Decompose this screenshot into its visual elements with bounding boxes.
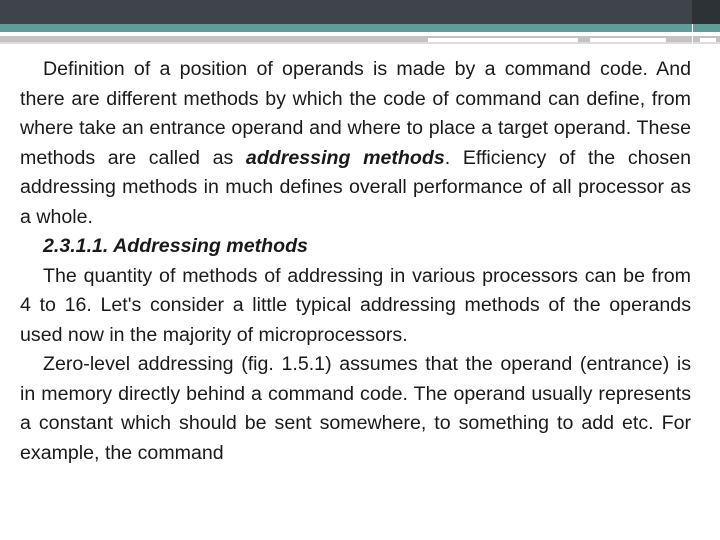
document-body xyxy=(20,55,691,468)
section-heading: 2.3.1.1. Addressing methods xyxy=(43,235,308,257)
header-divider-line xyxy=(692,24,693,46)
paragraph-quantity: The quantity of methods of addressing in various processors can be from 4 to 16. Let's consider a little typical addressing methods of the operands used now in the majority of microprocessors. xyxy=(20,264,691,346)
header-gray-band-shadow xyxy=(0,42,720,44)
header-highlight-segment xyxy=(700,38,716,42)
paragraph-text: Definition of a position of operands is made by a command code. And there are different methods by which the code of command can define, from where take an entrance operand and where to place a target operand. These methods are called as xyxy=(20,58,691,169)
paragraph-text: . Efficiency of the chosen addressing methods in much defines overall performance of all processor as a whole. xyxy=(20,146,692,228)
paragraph-definition xyxy=(20,55,691,232)
header-highlight-segment xyxy=(590,38,666,42)
header-highlight-segment xyxy=(428,38,578,42)
header-bar xyxy=(0,0,720,24)
header-accent-stripe xyxy=(0,24,720,32)
emphasized-term: addressing methods xyxy=(245,146,445,169)
header-bar-corner xyxy=(692,0,720,24)
paragraph-zero-level: Zero-level addressing (fig. 1.5.1) assumes that the operand (entrance) is in memory directly behind a command code. The operand usually represents a constant which should be sent somewhere, to something to add etc. For example, the command xyxy=(20,353,691,464)
